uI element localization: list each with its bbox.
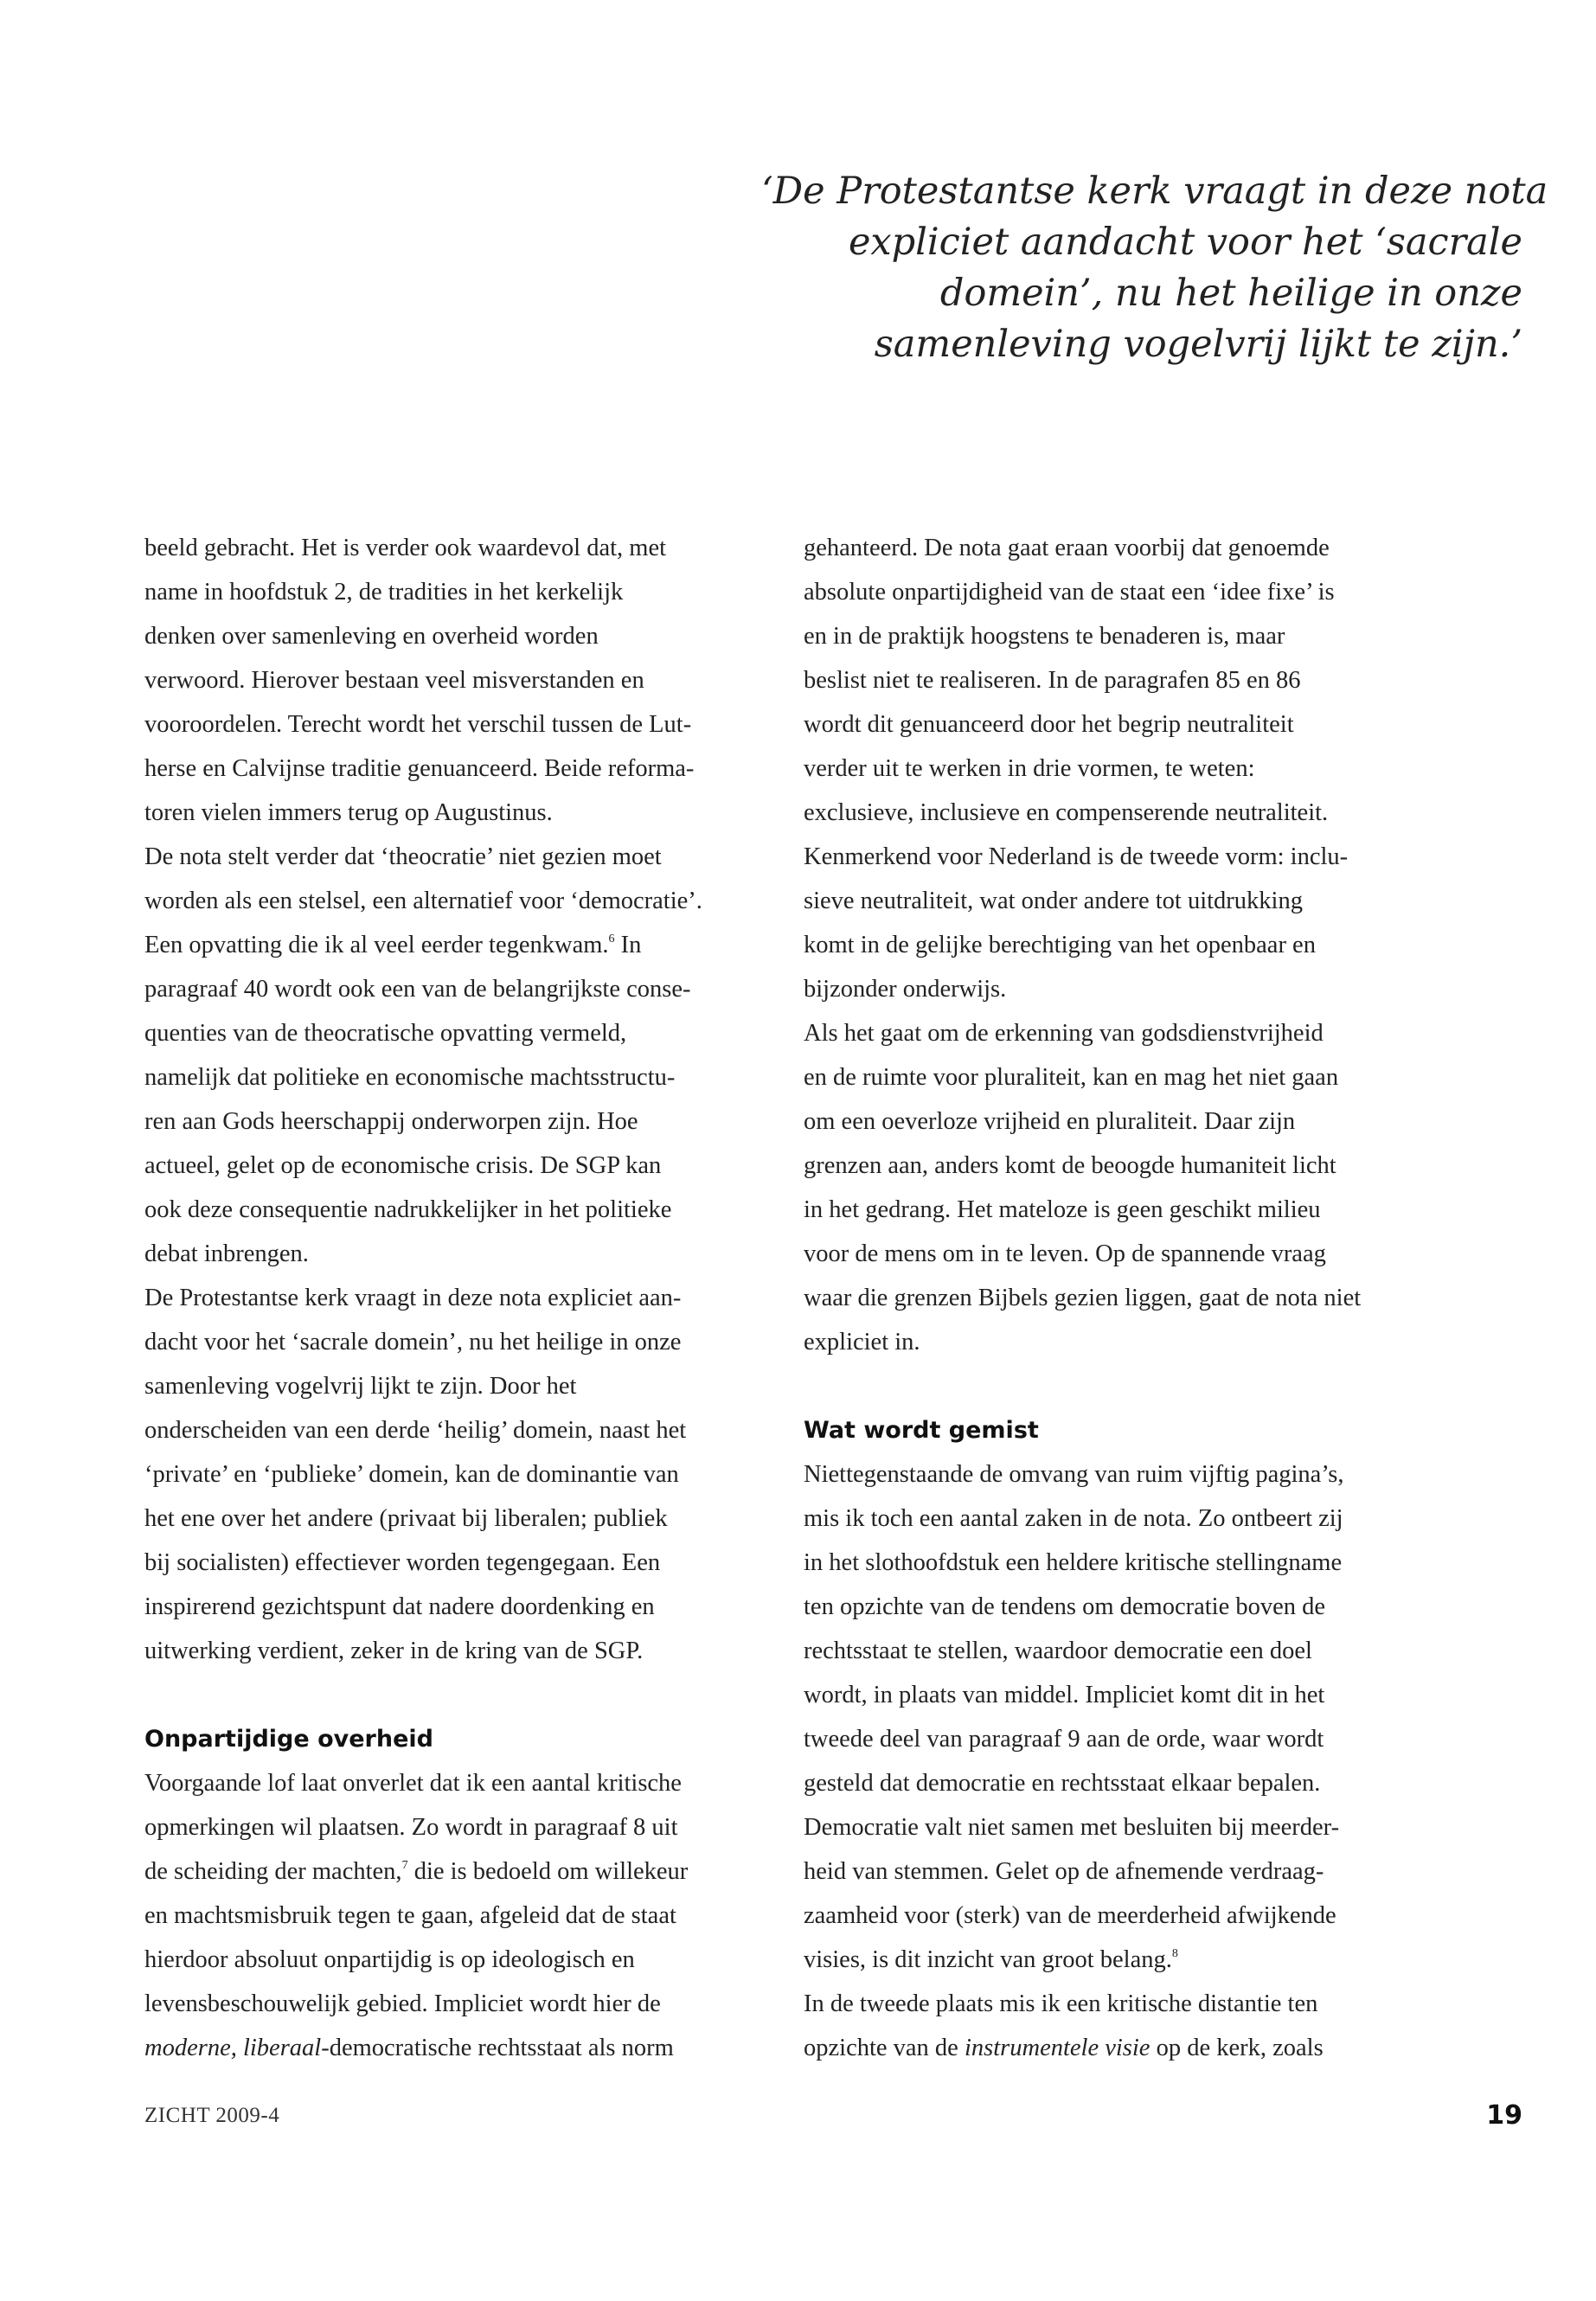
body-line: gesteld dat democratie en rechtsstaat elkaar bepalen. <box>804 1770 1321 1797</box>
body-line: sieve neutraliteit, wat onder andere tot uitdrukking <box>804 888 1303 914</box>
body-line: hierdoor absoluut onpartijdig is op ideologisch en <box>144 1946 635 1973</box>
body-line: gehanteerd. De nota gaat eraan voorbij dat genoemde <box>804 535 1330 561</box>
pull-quote-line: expliciet aandacht voor het ‘sacrale <box>848 221 1522 264</box>
body-line: dacht voor het ‘sacrale domein’, nu het heilige in onze <box>144 1329 682 1356</box>
pull-quote-line: domein’, nu het heilige in onze <box>939 272 1522 315</box>
body-line: het ene over het andere (privaat bij liberalen; publiek <box>144 1505 668 1532</box>
pull-quote <box>761 166 1548 370</box>
body-line: grenzen aan, anders komt de beoogde humaniteit licht <box>804 1152 1336 1179</box>
body-line: name in hoofdstuk 2, de tradities in het kerkelijk <box>144 579 624 606</box>
body-line: samenleving vogelvrij lijkt te zijn. Door het <box>144 1373 577 1400</box>
body-line: inspirerend gezichtspunt dat nadere doordenking en <box>144 1593 655 1620</box>
section-heading: Wat wordt gemist <box>804 1417 1039 1444</box>
body-line: Voorgaande lof laat onverlet dat ik een aantal kritische <box>144 1770 682 1797</box>
body-line <box>144 1849 767 1894</box>
left-column <box>144 526 767 2070</box>
body-line: waar die grenzen Bijbels gezien liggen, gaat de nota niet <box>804 1285 1362 1311</box>
body-line <box>804 1938 1426 1982</box>
body-line: ten opzichte van de tendens om democratie boven de <box>804 1593 1326 1620</box>
body-line: absolute onpartijdigheid van de staat een ‘idee fixe’ is <box>804 579 1335 606</box>
body-line: herse en Calvijnse traditie genuanceerd. Beide reforma- <box>144 755 695 782</box>
paragraph-gap <box>804 1364 1426 1408</box>
body-line: toren vielen immers terug op Augustinus. <box>144 799 553 826</box>
body-line: in het gedrang. Het mateloze is geen geschikt milieu <box>804 1196 1321 1223</box>
body-line: Als het gaat om de erkenning van godsdienstvrijheid <box>804 1020 1324 1047</box>
body-line: exclusieve, inclusieve en compenserende neutraliteit. <box>804 799 1329 826</box>
footnote-marker: 8 <box>1171 1947 1178 1960</box>
pull-quote-line: samenleving vogelvrij lijkt te zijn.’ <box>874 323 1522 366</box>
body-line: Kenmerkend voor Nederland is de tweede vorm: inclu- <box>804 843 1349 870</box>
body-line: beeld gebracht. Het is verder ook waardevol dat, met <box>144 535 667 561</box>
body-line: namelijk dat politieke en economische machtsstructu- <box>144 1064 676 1091</box>
body-line: expliciet in. <box>804 1329 920 1356</box>
footnote-marker: 6 <box>608 933 615 945</box>
body-text: In <box>614 932 642 958</box>
body-line: Niettegenstaande de omvang van ruim vijftig pagina’s, <box>804 1461 1344 1488</box>
body-line: heid van stemmen. Gelet op de afnemende verdraag- <box>804 1858 1324 1885</box>
paragraph-gap <box>144 1673 767 1717</box>
body-line: quenties van de theocratische opvatting vermeld, <box>144 1020 627 1047</box>
body-line: verwoord. Hierover bestaan veel misverstanden en <box>144 667 644 694</box>
body-line: onderscheiden van een derde ‘heilig’ domein, naast het <box>144 1417 687 1444</box>
body-line: zaamheid voor (sterk) van de meerderheid afwijkende <box>804 1902 1336 1929</box>
body-line: denken over samenleving en overheid worden <box>144 623 599 650</box>
body-line <box>144 923 767 967</box>
body-line: wordt dit genuanceerd door het begrip neutraliteit <box>804 711 1294 738</box>
body-line: bijzonder onderwijs. <box>804 976 1007 1003</box>
body-line: actueel, gelet op de economische crisis. De SGP kan <box>144 1152 662 1179</box>
italic-text: moderne, liberaal <box>144 2035 322 2061</box>
body-line: in het slothoofdstuk een heldere kritische stellingname <box>804 1549 1343 1576</box>
body-line: uitwerking verdient, zeker in de kring van de SGP. <box>144 1638 644 1664</box>
body-line: In de tweede plaats mis ik een kritische distantie ten <box>804 1990 1318 2017</box>
page-number: 19 <box>1486 2100 1522 2131</box>
body-text: opzichte van de <box>804 2035 965 2061</box>
body-line: levensbeschouwelijk gebied. Impliciet wordt hier de <box>144 1990 661 2017</box>
footnote-marker: 7 <box>401 1859 408 1872</box>
body-line: en in de praktijk hoogstens te benaderen is, maar <box>804 623 1285 650</box>
body-line: vooroordelen. Terecht wordt het verschil tussen de Lut- <box>144 711 692 738</box>
body-line: opmerkingen wil plaatsen. Zo wordt in paragraaf 8 uit <box>144 1814 678 1841</box>
right-column <box>804 526 1426 2070</box>
body-line: worden als een stelsel, een alternatief voor ‘democratie’. <box>144 888 702 914</box>
body-line: wordt, in plaats van middel. Impliciet komt dit in het <box>804 1682 1325 1708</box>
body-line <box>804 2026 1426 2070</box>
body-line <box>144 2026 767 2070</box>
body-line: bij socialisten) effectiever worden tegengegaan. Een <box>144 1549 661 1576</box>
body-line: De nota stelt verder dat ‘theocratie’ niet gezien moet <box>144 843 662 870</box>
body-line: paragraaf 40 wordt ook een van de belangrijkste conse- <box>144 976 691 1003</box>
body-line: ‘private’ en ‘publieke’ domein, kan de dominantie van <box>144 1461 679 1488</box>
body-line: mis ik toch een aantal zaken in de nota. Zo ontbeert zij <box>804 1505 1343 1532</box>
body-line: De Protestantse kerk vraagt in deze nota expliciet aan- <box>144 1285 682 1311</box>
body-line: ren aan Gods heerschappij onderworpen zijn. Hoe <box>144 1108 638 1135</box>
body-text: visies, is dit inzicht van groot belang. <box>804 1946 1172 1973</box>
pull-quote-line: ‘De Protestantse kerk vraagt in deze nota <box>761 170 1548 213</box>
body-line: Democratie valt niet samen met besluiten bij meerder- <box>804 1814 1340 1841</box>
body-line: rechtsstaat te stellen, waardoor democratie een doel <box>804 1638 1312 1664</box>
body-text: die is bedoeld om willekeur <box>407 1858 689 1885</box>
journal-footer: ZICHT 2009-4 <box>144 2104 280 2127</box>
body-text: op de kerk, zoals <box>1150 2035 1324 2061</box>
body-line: komt in de gelijke berechtiging van het openbaar en <box>804 932 1316 958</box>
body-line: en de ruimte voor pluraliteit, kan en mag het niet gaan <box>804 1064 1339 1091</box>
body-text: de scheiding der machten, <box>144 1858 402 1885</box>
body-line: om een oeverloze vrijheid en pluraliteit. Daar zijn <box>804 1108 1296 1135</box>
body-line: debat inbrengen. <box>144 1240 309 1267</box>
body-line: ook deze consequentie nadrukkelijker in het politieke <box>144 1196 672 1223</box>
body-line: voor de mens om in te leven. Op de spannende vraag <box>804 1240 1326 1267</box>
body-text: -democratische rechtsstaat als norm <box>321 2035 674 2061</box>
italic-text: instrumentele visie <box>964 2035 1151 2061</box>
body-line: verder uit te werken in drie vormen, te weten: <box>804 755 1255 782</box>
section-heading: Onpartijdige overheid <box>144 1726 433 1753</box>
body-line: tweede deel van paragraaf 9 aan de orde, waar wordt <box>804 1726 1324 1753</box>
body-text: Een opvatting die ik al veel eerder tegenkwam. <box>144 932 609 958</box>
body-line: beslist niet te realiseren. In de paragrafen 85 en 86 <box>804 667 1301 694</box>
body-line: en machtsmisbruik tegen te gaan, afgeleid dat de staat <box>144 1902 676 1929</box>
